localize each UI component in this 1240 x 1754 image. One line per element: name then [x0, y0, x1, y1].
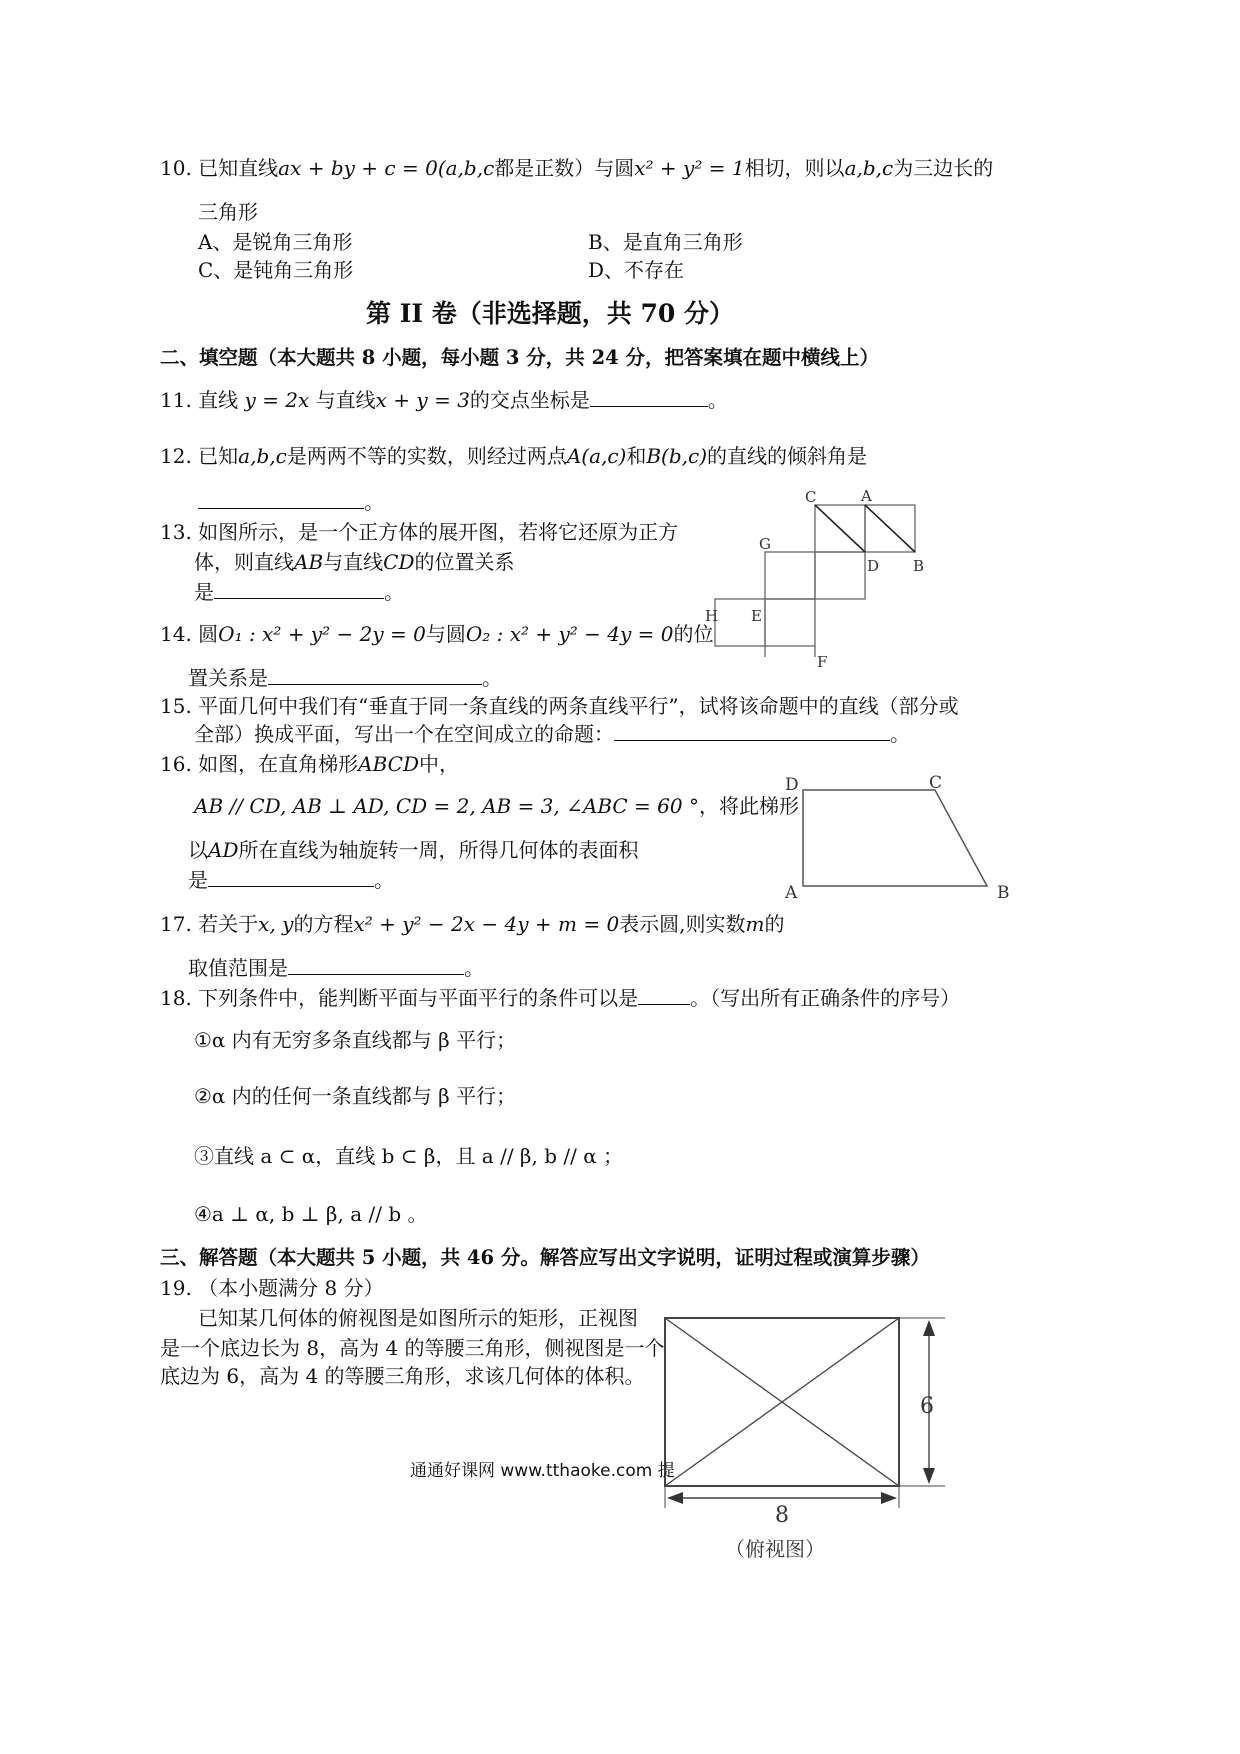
q15-answer-blank[interactable] — [614, 720, 890, 741]
q16-line2: AB // CD, AB ⊥ AD, CD = 2, AB = 3, ∠ABC = 60 °，将此梯形 — [194, 794, 799, 818]
section3-title: 三、解答题（本大题共 5 小题，共 46 分。解答应写出文字说明，证明过程或演算步骤） — [160, 1246, 930, 1269]
label-b: B — [913, 557, 925, 575]
q12-answer-blank[interactable] — [198, 488, 364, 509]
q13-line2: 体，则直线AB与直线CD的位置关系 — [194, 550, 515, 574]
q11-answer-blank[interactable] — [590, 386, 708, 407]
q14-answer-blank[interactable] — [268, 664, 482, 685]
q12: 12. 已知a,b,c是两两不等的实数，则经过两点A(a,c)和B(b,c)的直线的倾斜角是 — [160, 444, 868, 468]
q19-line3: 底边为 6，高为 4 的等腰三角形，求该几何体的体积。 — [160, 1364, 645, 1388]
q18-answer-blank[interactable] — [638, 984, 690, 1005]
cube-net-figure — [695, 485, 945, 675]
q10-option-b: B、是直角三角形 — [588, 230, 743, 254]
trapezoid-abcd — [803, 790, 987, 886]
q18-condition-4: ④a ⊥ α, b ⊥ β, a // b 。 — [194, 1202, 428, 1226]
arrow-right-icon — [881, 1492, 897, 1504]
q14-line1: 14. 圆O₁ : x² + y² − 2y = 0与圆O₂ : x² + y² − 4y = 0的位 — [160, 622, 714, 646]
net-square — [765, 552, 815, 599]
q18-condition-1: ①α 内有无穷多条直线都与 β 平行； — [194, 1028, 517, 1052]
width-label: 8 — [775, 1503, 789, 1528]
label-g: G — [759, 535, 771, 553]
label-a: A — [861, 487, 872, 505]
figure-caption: （俯视图） — [725, 1537, 825, 1561]
q12-line2: 。 — [198, 486, 384, 515]
label-b: B — [997, 883, 1010, 903]
q18-condition-2: ②α 内的任何一条直线都与 β 平行； — [194, 1084, 517, 1108]
q10-option-c: C、是钝角三角形 — [198, 258, 354, 282]
label-c: C — [805, 488, 817, 506]
q17-line1: 17. 若关于x, y的方程x² + y² − 2x − 4y + m = 0表示圆,则实数m的 — [160, 912, 785, 936]
trapezoid-figure — [775, 770, 1025, 910]
q17-line2: 取值范围是 。 — [188, 956, 484, 980]
q11: 11. 直线 y = 2x 与直线x + y = 3的交点坐标是 。 — [160, 388, 728, 412]
q10-option-a: A、是锐角三角形 — [198, 230, 353, 254]
q16-line1: 16. 如图，在直角梯形ABCD中， — [160, 752, 460, 776]
q13-line1: 13. 如图所示，是一个正方体的展开图，若将它还原为正方 — [160, 520, 679, 544]
line-ab — [865, 505, 915, 552]
q15-line2: 全部）换成平面，写出一个在空间成立的命题： 。 — [194, 722, 910, 746]
q19-line1: 已知某几何体的俯视图是如图所示的矩形，正视图 — [198, 1306, 638, 1330]
label-c: C — [929, 773, 943, 793]
height-label: 6 — [920, 1394, 934, 1419]
top-view-figure — [655, 1300, 975, 1570]
part2-title: 第 II 卷（非选择题，共 70 分） — [366, 299, 734, 328]
label-d: D — [867, 557, 880, 575]
q13-line3: 是 。 — [194, 580, 404, 604]
q17-answer-blank[interactable] — [288, 954, 464, 975]
label-e: E — [751, 607, 762, 625]
q18-line1: 18. 下列条件中，能判断平面与平面平行的条件可以是 。（写出所有正确条件的序号） — [160, 986, 961, 1010]
arrow-down-icon — [923, 1468, 935, 1484]
page-footer: 通通好课网 www.tthaoke.com 提 — [410, 1461, 675, 1481]
q10-line2: 三角形 — [198, 200, 258, 224]
q18-condition-3: ③直线 a ⊂ α，直线 b ⊂ β，且 a // β, b // α ； — [194, 1144, 624, 1168]
q10-number: 10. — [160, 156, 192, 180]
label-f: F — [817, 653, 828, 671]
section2-title: 二、填空题（本大题共 8 小题，每小题 3 分，共 24 分，把答案填在题中横线上） — [160, 346, 880, 369]
q10-option-d: D、不存在 — [588, 258, 685, 282]
q16-line4: 是 。 — [188, 868, 394, 892]
q19-header: 19. （本小题满分 8 分） — [160, 1276, 384, 1300]
net-square — [765, 599, 815, 646]
q15-line1: 15. 平面几何中我们有“垂直于同一条直线的两条直线平行”，试将该命题中的直线（部分或 — [160, 694, 959, 718]
label-h: H — [705, 607, 719, 625]
q10-line1: 10. 已知直线ax + by + c = 0(a,b,c都是正数）与圆x² + y² = 1相切，则以a,b,c为三边长的 — [160, 156, 994, 180]
q16-answer-blank[interactable] — [208, 866, 374, 887]
line-cd — [815, 505, 865, 552]
arrow-up-icon — [923, 1320, 935, 1336]
q16-line3: 以AD所在直线为轴旋转一周，所得几何体的表面积 — [188, 838, 639, 862]
q19-line2: 是一个底边长为 8，高为 4 的等腰三角形，侧视图是一个 — [160, 1336, 665, 1360]
arrow-left-icon — [667, 1492, 683, 1504]
label-d: D — [785, 775, 799, 795]
q14-line2: 置关系是 。 — [188, 666, 502, 690]
label-a: A — [785, 883, 798, 903]
q13-answer-blank[interactable] — [214, 578, 384, 599]
net-square — [815, 552, 865, 599]
